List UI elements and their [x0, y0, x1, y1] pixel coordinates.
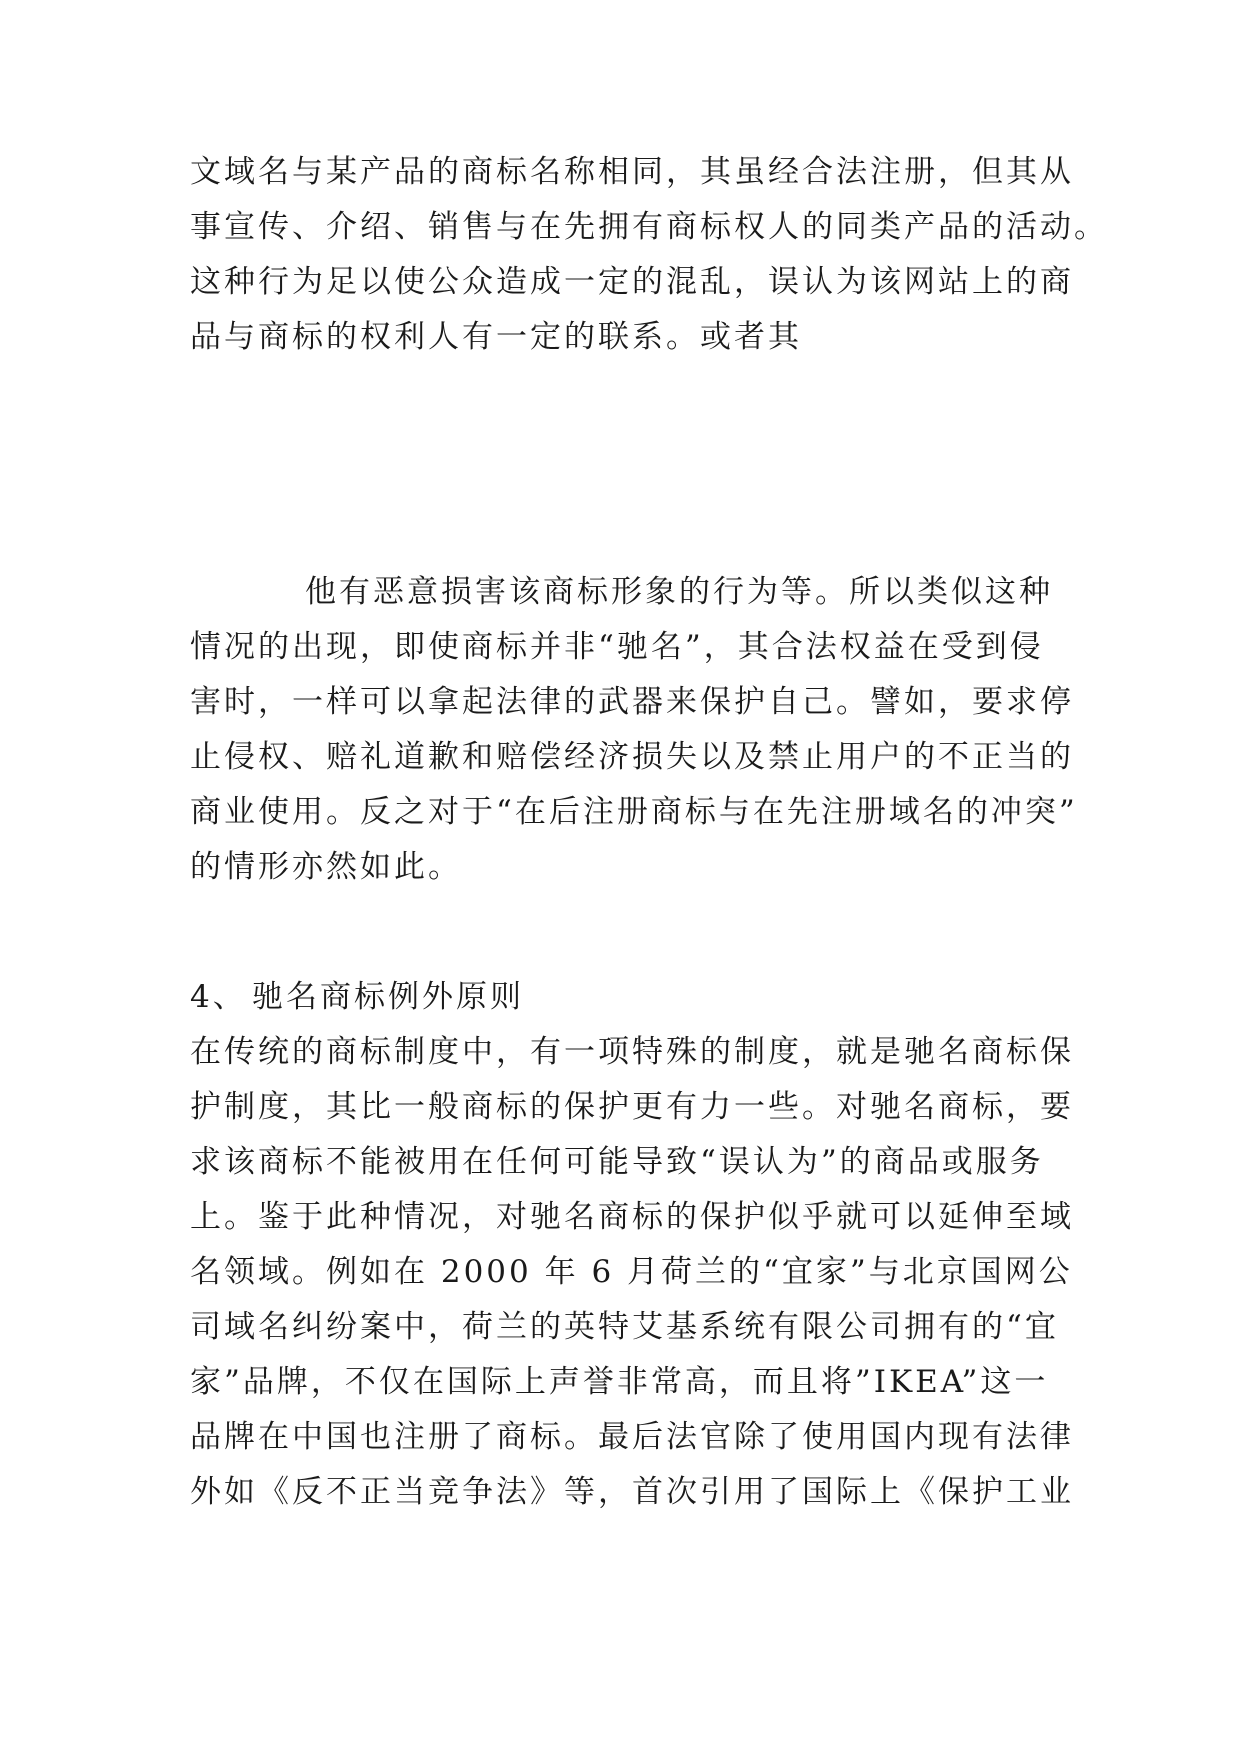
text-line: 商业使用。反之对于“在后注册商标与在先注册域名的冲突”: [190, 794, 1078, 830]
text-line: 求该商标不能被用在任何可能导致“误认为”的商品或服务: [190, 1144, 1044, 1180]
text-line: 在传统的商标制度中，有一项特殊的制度，就是驰名商标保: [190, 1034, 1074, 1070]
text-line: 文域名与某产品的商标名称相同，其虽经合法注册，但其从: [190, 154, 1074, 190]
text-line: 情况的出现，即使商标并非“驰名”，其合法权益在受到侵: [190, 629, 1044, 665]
text-line: 品牌在中国也注册了商标。最后法官除了使用国内现有法律: [190, 1419, 1074, 1455]
section-title: 驰名商标例外原则: [252, 979, 524, 1015]
text-line: 他有恶意损害该商标形象的行为等。所以类似这种: [305, 574, 1053, 610]
text-line: 名领域。例如在 2000 年 6 月荷兰的“宜家”与北京国网公: [190, 1254, 1073, 1290]
text-line: 事宣传、介绍、销售与在先拥有商标权人的同类产品的活动。: [190, 209, 1108, 245]
text-line: 止侵权、赔礼道歉和赔偿经济损失以及禁止用户的不正当的: [190, 739, 1074, 775]
text-line: 害时，一样可以拿起法律的武器来保护自己。譬如，要求停: [190, 684, 1074, 720]
text-line: 上。鉴于此种情况，对驰名商标的保护似乎就可以延伸至域: [190, 1199, 1074, 1235]
text-line: 司域名纠纷案中，荷兰的英特艾基系统有限公司拥有的“宜: [190, 1309, 1059, 1345]
section-number: 4、: [190, 979, 247, 1015]
text-line: 护制度，其比一般商标的保护更有力一些。对驰名商标，要: [190, 1089, 1074, 1125]
text-line: 的情形亦然如此。: [190, 849, 462, 885]
text-line: 家”品牌，不仅在国际上声誉非常高，而且将”IKEA”这一: [190, 1364, 1049, 1400]
text-line: 这种行为足以使公众造成一定的混乱，误认为该网站上的商: [190, 264, 1074, 300]
text-line: 品与商标的权利人有一定的联系。或者其: [190, 319, 802, 355]
section-heading: [190, 977, 1050, 1017]
text-line: 外如《反不正当竞争法》等，首次引用了国际上《保护工业: [190, 1474, 1074, 1510]
